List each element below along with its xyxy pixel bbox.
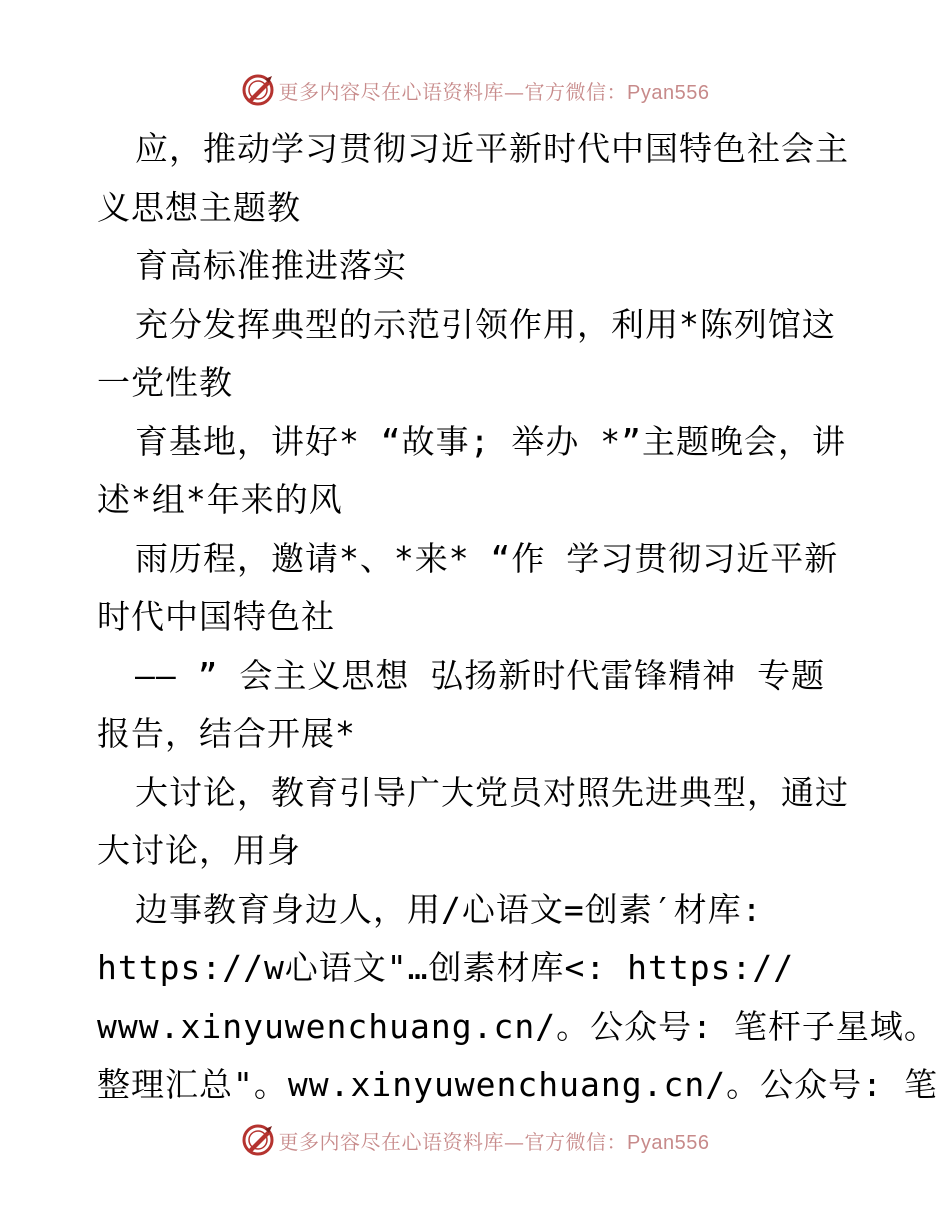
header-banner	[0, 70, 950, 110]
body-line: www.xinyuwenchuang.cn/。公众号: 笔杆子星域。	[97, 1006, 938, 1046]
body-text	[97, 120, 938, 1115]
body-line: 育高标准推进落实	[135, 246, 407, 285]
footer-banner	[0, 1120, 950, 1160]
header-banner-wechat-id: Pyan556	[627, 81, 710, 104]
footer-banner-wechat-id: Pyan556	[627, 1131, 710, 1154]
header-banner-wechat-label: 官方微信：	[524, 79, 628, 104]
footer-banner-text	[279, 1126, 710, 1155]
header-banner-separator: —	[504, 79, 525, 104]
quill-pen-seal-icon	[241, 73, 275, 107]
body-line: —— ” 会主义思想 弘扬新时代雷锋精神 专题	[135, 655, 826, 695]
body-line: 时代中国特色社	[97, 597, 335, 636]
body-line: 应，推动学习贯彻习近平新时代中国特色社会主	[135, 129, 849, 168]
body-line: 整理汇总"。ww.xinyuwenchuang.cn/。公众号: 笔	[97, 1065, 938, 1104]
footer-banner-separator: —	[504, 1129, 525, 1154]
body-line: 边事教育身边人，用/心语文=创素′材库:	[135, 889, 763, 929]
body-line: 报告，结合开展*	[97, 714, 356, 753]
body-line: 大讨论，用身	[97, 831, 301, 870]
footer-banner-slogan: 更多内容尽在心语资料库	[278, 1129, 505, 1154]
footer-banner-wechat-label: 官方微信：	[524, 1129, 628, 1154]
header-banner-slogan: 更多内容尽在心语资料库	[278, 79, 505, 104]
body-line: 雨历程，邀请*、*来* “作 学习贯彻习近平新	[135, 538, 839, 578]
body-line: 义思想主题教	[97, 187, 301, 227]
body-line: 充分发挥典型的示范引领作用，利用*陈列馆这	[135, 304, 836, 344]
body-line: 一党性教	[97, 363, 233, 402]
body-line: 大讨论，教育引导广大党员对照先进典型，通过	[135, 772, 849, 812]
body-line: 育基地，讲好* “故事; 举办 *”主题晚会，讲	[135, 421, 846, 461]
header-banner-text	[279, 76, 710, 105]
quill-pen-seal-icon	[241, 1123, 275, 1157]
body-line: https://w心语文"…创素材库<: https://	[97, 948, 795, 987]
body-line: 述*组*年来的风	[97, 480, 343, 519]
